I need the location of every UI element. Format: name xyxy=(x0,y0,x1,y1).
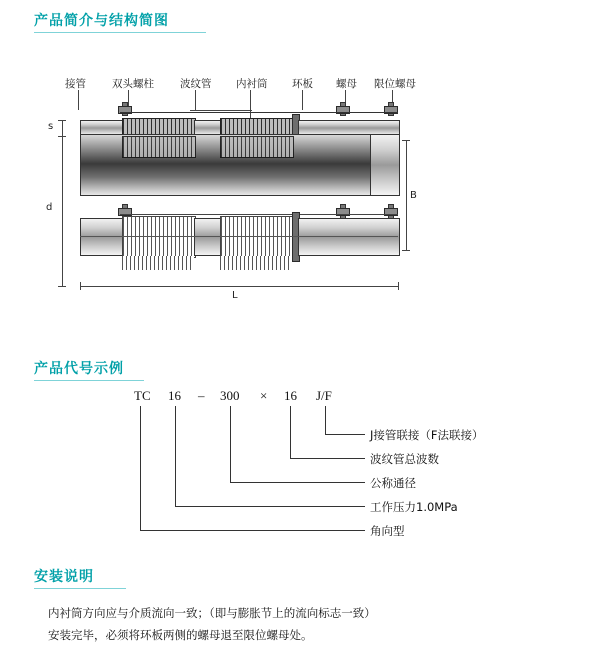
install-note-1: 内衬筒方向应与介质流向一致；（即与膨胀节上的流向标志一致） xyxy=(48,606,376,620)
code-token-type: 16 xyxy=(168,388,181,403)
structure-diagram xyxy=(40,62,560,301)
code-desc-type: 角向型 xyxy=(370,524,405,538)
codeline-pressure xyxy=(175,406,176,506)
liner-middle-lower xyxy=(194,218,222,256)
hatch-left xyxy=(122,256,194,270)
dim-L-tick-left xyxy=(80,282,81,290)
part-label-stud: 双头螺柱 xyxy=(112,78,154,90)
code-token-waves: 16 xyxy=(284,388,297,403)
code-token-diameter: 300 xyxy=(220,388,240,403)
dim-label-s: s xyxy=(48,121,54,132)
dim-d-line xyxy=(62,136,63,286)
code-token-conn: J/F xyxy=(316,388,332,403)
install-note-2: 安装完毕，必须将环板两侧的螺母退至限位螺母处。 xyxy=(48,628,313,642)
part-label-limit-nut: 限位螺母 xyxy=(374,78,416,90)
dim-B-tick-bot xyxy=(402,250,410,251)
dim-d-tick-bot xyxy=(58,286,66,287)
dim-L-line xyxy=(80,286,398,287)
code-token-dash: – xyxy=(198,388,205,403)
bellows-right-lower xyxy=(220,216,294,258)
leader-ringplate xyxy=(302,90,303,110)
code-desc-waves: 波纹管总波数 xyxy=(370,452,439,466)
codeline-h-type xyxy=(140,530,365,531)
tie-rod-top xyxy=(120,112,398,113)
bellows-left-body xyxy=(122,136,196,158)
codeline-conn xyxy=(325,406,326,434)
codeline-waves xyxy=(290,406,291,458)
codeline-h-waves xyxy=(290,458,365,459)
section-rule-code xyxy=(34,380,144,381)
dim-s-line xyxy=(62,120,63,136)
section-title-install: 安装说明 xyxy=(34,569,94,585)
center-line-lower xyxy=(80,236,398,237)
leader-jieguan xyxy=(78,90,79,110)
dim-label-B: B xyxy=(410,190,417,201)
section-rule-structure xyxy=(34,32,206,33)
codeline-h-diameter xyxy=(230,482,365,483)
codeline-type xyxy=(140,406,141,530)
part-label-liner: 内衬筒 xyxy=(236,78,268,90)
section-rule-install xyxy=(34,588,126,589)
section-title-structure: 产品简介与结构简图 xyxy=(34,13,169,29)
dim-label-d: d xyxy=(46,202,53,213)
pipe-stub-right-lower xyxy=(298,218,400,256)
code-desc-pressure: 工作压力1.0MPa xyxy=(370,500,458,514)
bellows-left-lower xyxy=(122,216,196,258)
section-title-code: 产品代号示例 xyxy=(34,361,124,377)
leader-tie-top xyxy=(190,110,252,111)
part-label-ringplate: 环板 xyxy=(292,78,313,90)
flange-right-block xyxy=(370,134,400,196)
codeline-diameter xyxy=(230,406,231,482)
part-label-jieguan: 接管 xyxy=(65,78,86,90)
code-desc-connection: J接管联接（F法联接） xyxy=(370,428,484,442)
product-code-diagram xyxy=(34,388,574,538)
dim-L-tick-right xyxy=(398,282,399,290)
part-label-bellows: 波纹管 xyxy=(180,78,212,90)
code-token-series: TC xyxy=(134,388,151,403)
dim-label-L: L xyxy=(232,290,238,301)
codeline-h-pressure xyxy=(175,506,365,507)
dim-B-tick-top xyxy=(402,140,410,141)
hatch-right xyxy=(220,256,292,270)
tie-rod-lower xyxy=(120,214,398,215)
dim-s-tick-top xyxy=(58,120,66,121)
leader-bellows xyxy=(195,90,196,110)
bellows-right-body xyxy=(220,136,294,158)
part-label-nut: 螺母 xyxy=(336,78,357,90)
codeline-h-conn xyxy=(325,434,365,435)
code-desc-diameter: 公称通径 xyxy=(370,476,416,490)
dim-B-line xyxy=(406,140,407,250)
code-token-times: × xyxy=(260,388,268,403)
pipe-stub-left-lower xyxy=(80,218,124,256)
